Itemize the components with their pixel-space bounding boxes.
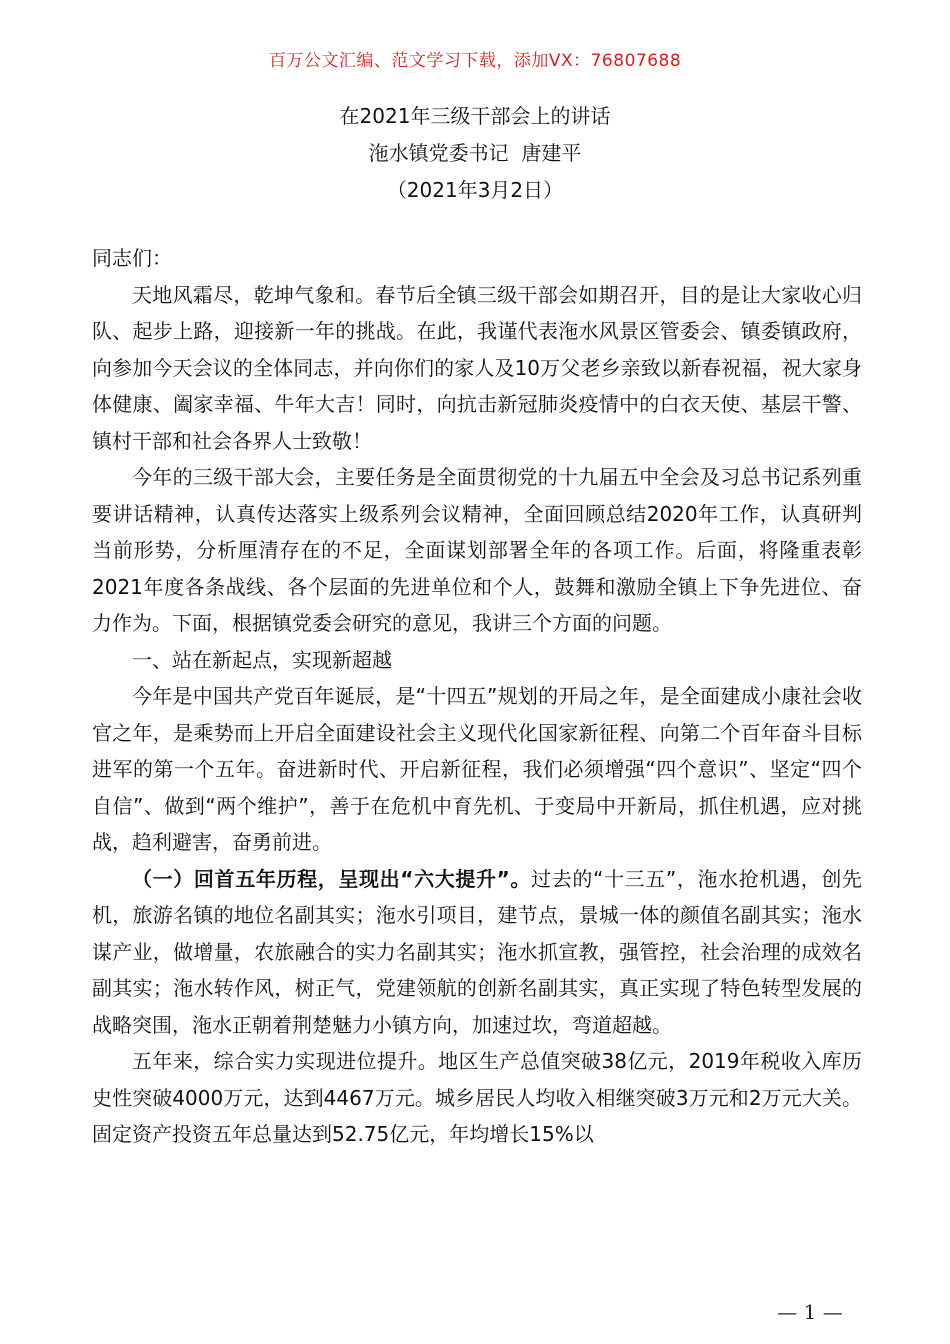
title-block: [0, 98, 950, 209]
paragraph-2: 今年的三级干部大会，主要任务是全面贯彻党的十九届五中全会及习总书记系列重要讲话精神，认真传达落实上级系列会议精神，全面回顾总结2020年工作，认真研判当前形势，分析厘清存在的不足，全面谋划部署全年的各项工作。后面，将隆重表彰2021年度各条战线、各个层面的先进单位和个人，鼓舞和激励全镇上下争先进位、奋力作为。下面，根据镇党委会研究的意见，我讲三个方面的问题。: [92, 465, 862, 635]
watermark-banner: 百万公文汇编、范文学习下载，添加VX：76807688: [268, 51, 682, 71]
paragraph-5: 五年来，综合实力实现进位提升。地区生产总值突破38亿元，2019年税收入库历史性突破4000万元，达到4467万元。城乡居民人均收入相继突破3万元和2万元大关。固定资产投资五年总量达到52.75亿元，年均增长15%以: [92, 1049, 862, 1146]
paragraph-1: 天地风霜尽，乾坤气象和。春节后全镇三级干部会如期召开，目的是让大家收心归队、起步上路，迎接新一年的挑战。在此，我谨代表沲水风景区管委会、镇委镇政府，向参加今天会议的全体同志，并向你们的家人及10万父老乡亲致以新春祝福，祝大家身体健康、阖家幸福、牛年大吉！同时，向抗击新冠肺炎疫情中的白衣天使、基层干警、镇村干部和社会各界人士致敬！: [92, 282, 862, 453]
speech-title: 在2021年三级干部会上的讲话: [339, 104, 611, 128]
speech-body: [92, 240, 862, 1153]
speech-date: （2021年3月2日）: [386, 178, 564, 202]
subsection-heading-1: （一）回首五年历程，呈现出“六大提升”。: [132, 866, 532, 891]
paragraph-4: [92, 861, 862, 1044]
page-number: — 1 —: [777, 1300, 843, 1324]
section-heading-1: 一、站在新起点，实现新超越: [132, 647, 392, 672]
speaker-line: 沲水镇党委书记 唐建平: [368, 141, 582, 165]
paragraph-4-text: 过去的“十三五”，沲水抢机遇，创先机，旅游名镇的地位名副其实；沲水引项目，建节点，景城一体的颜值名副其实；沲水谋产业，做增量，农旅融合的实力名副其实；沲水抓宣教，强管控，社会治理的成效名副其实；沲水转作风，树正气，党建领航的创新名副其实，真正实现了特色转型发展的战略突围，沲水正朝着荆楚魅力小镇方向，加速过坎，弯道超越。: [92, 866, 862, 1037]
paragraph-3: 今年是中国共产党百年诞辰，是“十四五”规划的开局之年，是全面建成小康社会收官之年，是乘势而上开启全面建设社会主义现代化国家新征程、向第二个百年奋斗目标进军的第一个五年。奋进新时代、开启新征程，我们必须增强“四个意识”、坚定“四个自信”、做到“两个维护”，善于在危机中育先机、于变局中开新局，抓住机遇，应对挑战，趋利避害，奋勇前进。: [92, 684, 862, 854]
salutation: 同志们：: [92, 246, 172, 270]
